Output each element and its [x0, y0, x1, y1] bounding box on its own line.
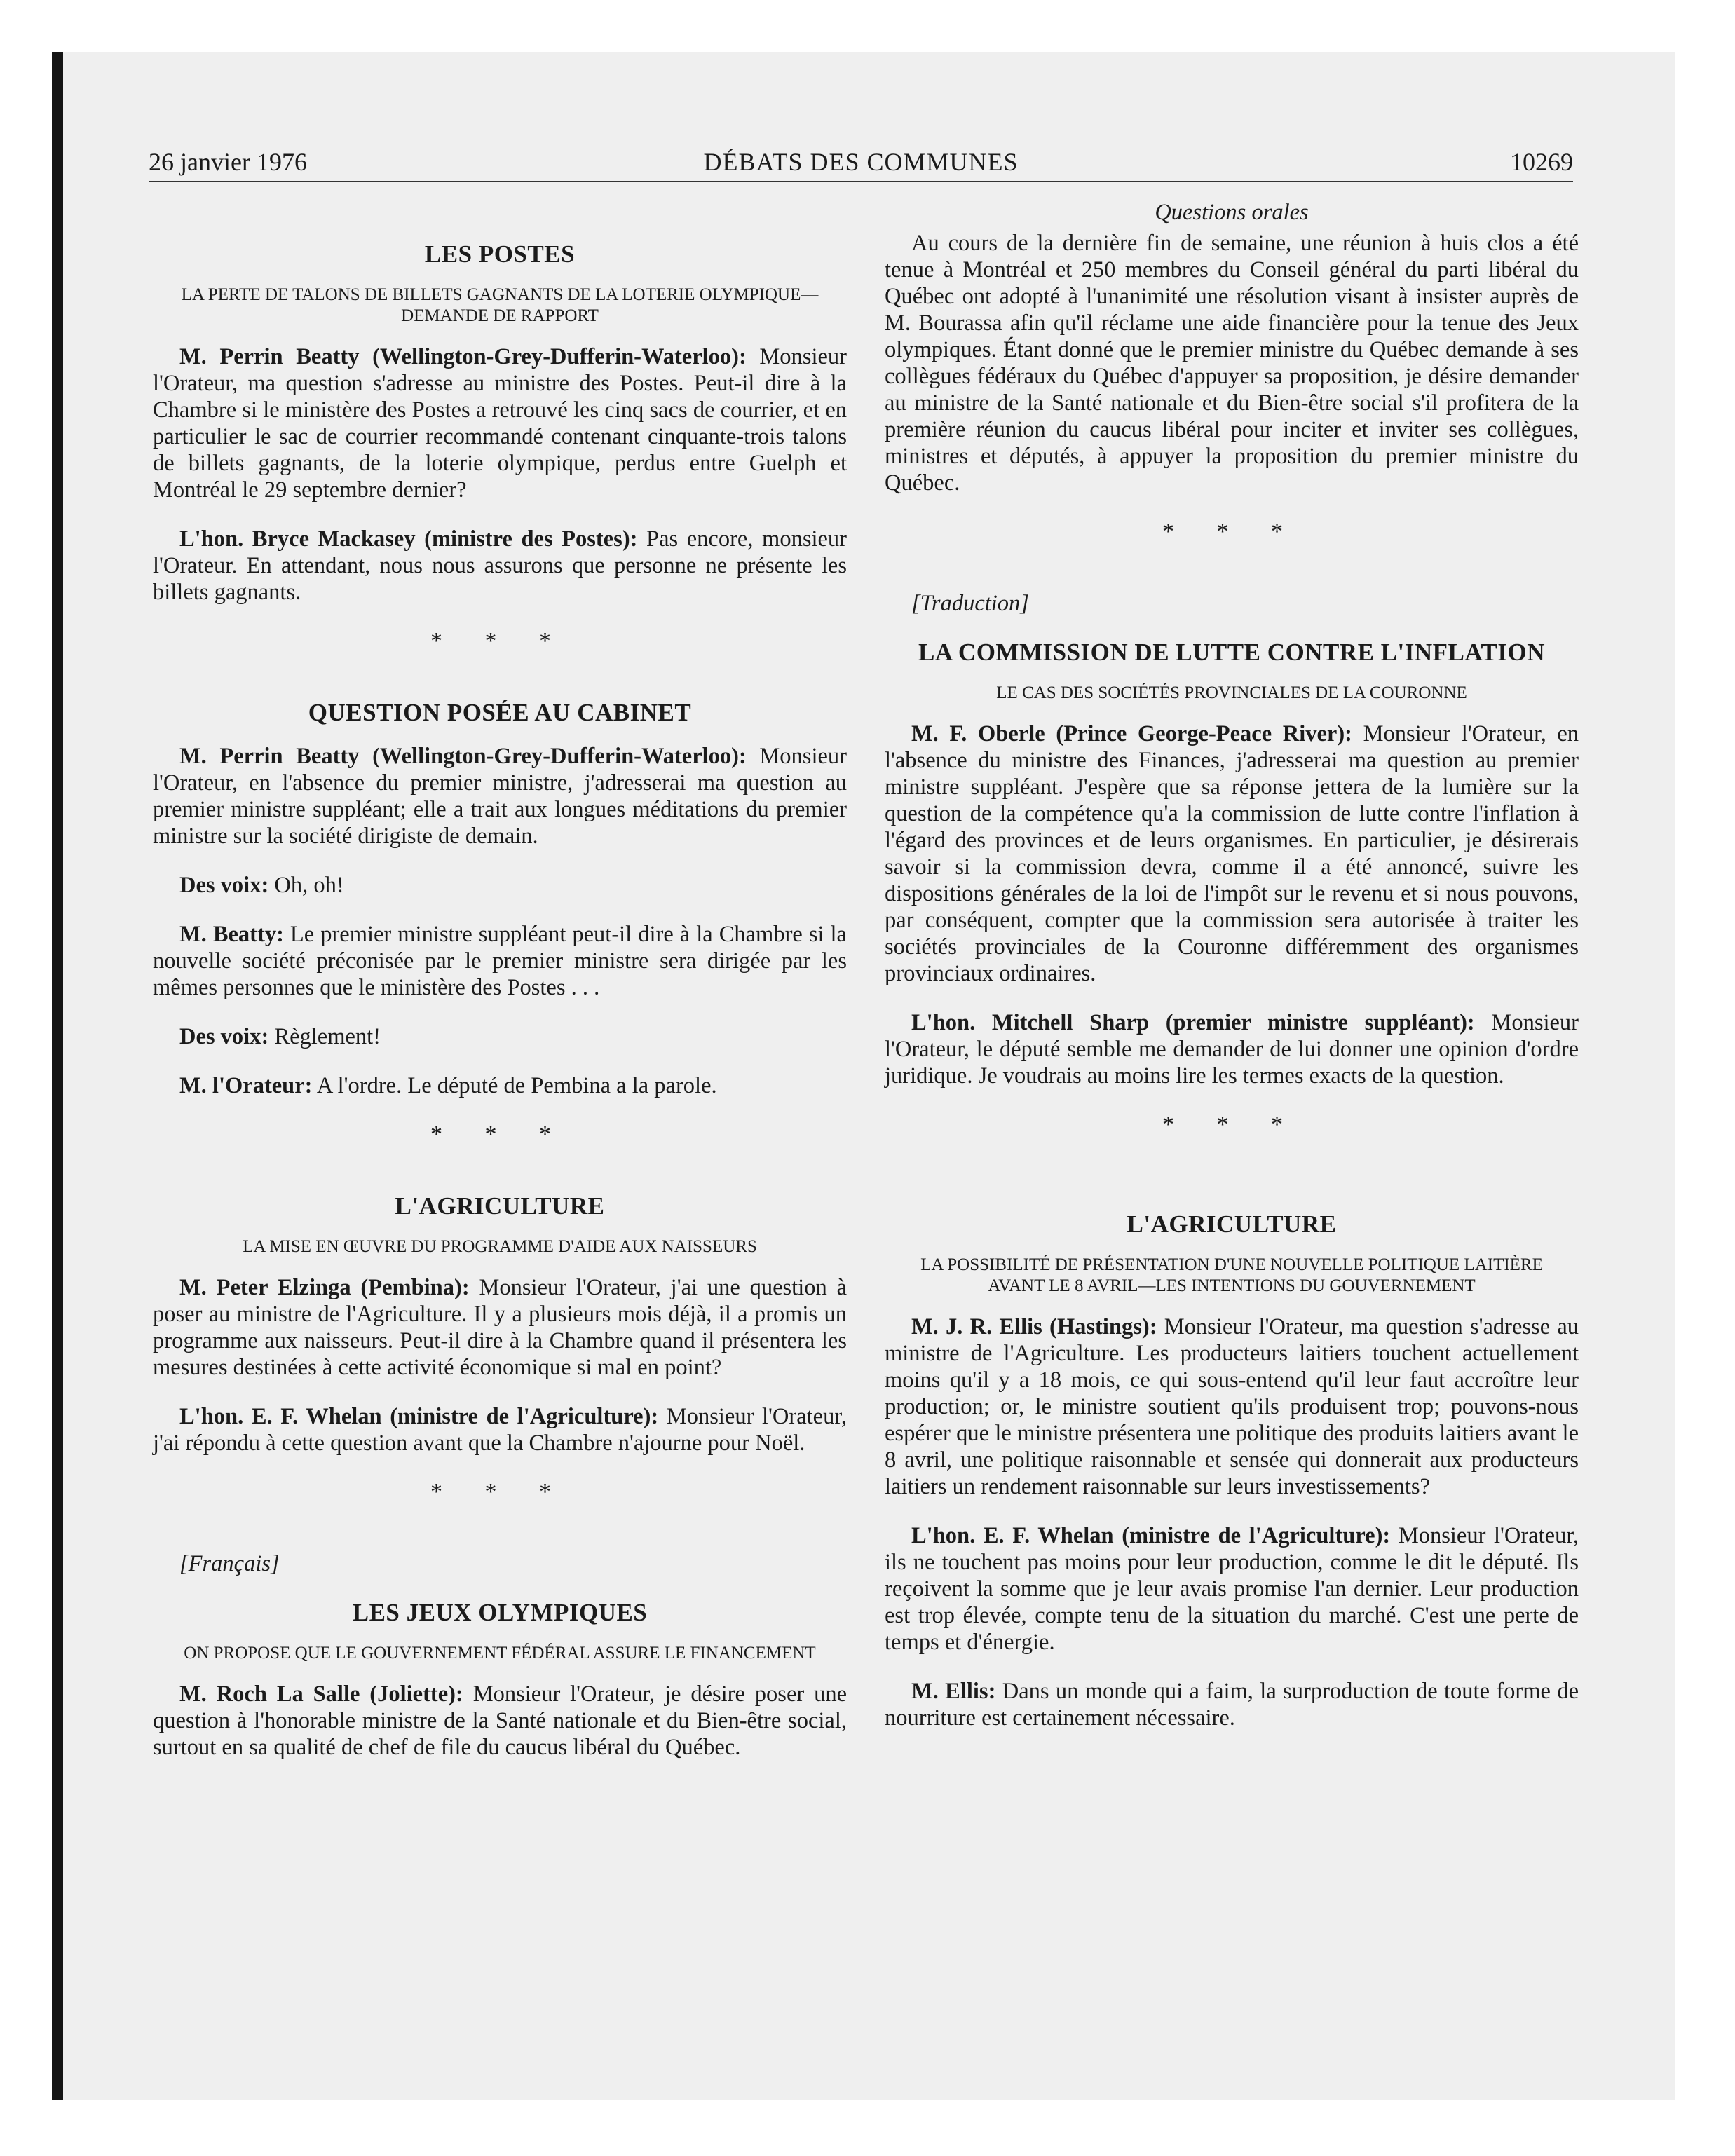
section-title: QUESTION POSÉE AU CABINET	[308, 699, 692, 726]
speech-text: Le premier ministre suppléant peut-il dire à la Chambre si la nouvelle société préconisée par le premier ministre sera dirigée par les mêmes personnes que le ministère des Postes . . .	[153, 922, 847, 1000]
header-title: DÉBATS DES COMMUNES	[703, 148, 1019, 176]
speech-paragraph	[885, 1314, 1579, 1500]
speech-text: Pas encore, monsieur l'Orateur. En attendant, nous nous assurons que personne ne présente les billets gagnants.	[153, 526, 847, 605]
speech-text: Monsieur l'Orateur, ma question s'adresse au ministre de l'Agriculture. Les producteurs laitiers touchent actuellement moins qu'il y a 18 mois, ce qui sous-entend qu'il leur faut accroître leur production; or, le ministre soutient qu'ils produisent trop; pouvons-nous espérer que le ministre présentera une politique des produits laitiers avant le 8 avril, une politique raisonnable et sensée qui donnerait aux producteurs laitiers un rendement raisonnable sur leurs investissements?	[885, 1314, 1579, 1499]
header-date: 26 janvier 1976	[149, 148, 307, 176]
page-header	[149, 142, 1573, 182]
language-marker: [Français]	[179, 1551, 280, 1576]
speech-paragraph	[153, 526, 847, 606]
speaker-name: M. J. R. Ellis (Hastings):	[911, 1314, 1157, 1339]
speech-paragraph	[153, 921, 847, 1001]
language-marker: [Traduction]	[911, 591, 1029, 616]
section-separator: * * *	[430, 1479, 569, 1505]
speaker-name: L'hon. Bryce Mackasey (ministre des Postes):	[179, 526, 638, 552]
speech-paragraph	[153, 1274, 847, 1381]
speech-paragraph	[153, 1681, 847, 1761]
section-separator: * * *	[1162, 519, 1301, 545]
section-title: LES JEUX OLYMPIQUES	[352, 1599, 648, 1626]
right-column	[885, 199, 1579, 1754]
speaker-name: M. Perrin Beatty (Wellington-Grey-Dufferin-Waterloo):	[179, 744, 747, 769]
speaker-name: Des voix:	[179, 1024, 269, 1049]
section-subtitle: LE CAS DES SOCIÉTÉS PROVINCIALES DE LA COURONNE	[996, 683, 1467, 702]
section-title: LA COMMISSION DE LUTTE CONTRE L'INFLATION	[918, 639, 1546, 666]
speech-text: Oh, oh!	[268, 873, 344, 898]
speech-paragraph	[153, 1072, 847, 1099]
speech-text: Monsieur l'Orateur, en l'absence du ministre des Finances, j'adresserai ma question au premier ministre suppléant. J'espère que sa réponse jettera de la lumière sur la question de la compétence qu'a la commission de lutte contre l'inflation à l'égard des provinces et de leurs organismes. En particulier, je désirerais savoir si la commission devra, comme il a été annoncé, suivre les dispositions générales de la loi de l'impôt sur le revenu et si nous pouvons, par conséquent, compter que la commission sera autorisée à traiter les sociétés provinciales de la Couronne différemment des organismes provinciaux ordinaires.	[885, 721, 1579, 986]
speaker-name: L'hon. Mitchell Sharp (premier ministre suppléant):	[911, 1010, 1475, 1035]
section-subtitle: LA PERTE DE TALONS DE BILLETS GAGNANTS DE LA LOTERIE OLYMPIQUE—DEMANDE DE RAPPORT	[181, 285, 819, 325]
speech-text: A l'ordre. Le député de Pembina a la parole.	[312, 1073, 717, 1098]
speech-paragraph	[153, 1403, 847, 1456]
speech-text: Monsieur l'Orateur, je désire poser une question à l'honorable ministre de la Santé nationale et du Bien-être social, surtout en sa qualité de chef de file du caucus libéral du Québec.	[153, 1681, 848, 1760]
running-head: Questions orales	[1155, 200, 1309, 225]
section-separator: * * *	[430, 1121, 569, 1147]
page-number: 10269	[1510, 148, 1573, 176]
speech-text: Monsieur l'Orateur, en l'absence du premier ministre, j'adresserai ma question au premier ministre suppléant; elle a trait aux longues méditations du premier ministre sur la société dirigiste de demain.	[153, 744, 847, 849]
section-title: L'AGRICULTURE	[395, 1192, 605, 1220]
speaker-name: M. Perrin Beatty (Wellington-Grey-Dufferin-Waterloo):	[179, 344, 747, 369]
speech-paragraph	[885, 1009, 1579, 1089]
section-subtitle: ON PROPOSE QUE LE GOUVERNEMENT FÉDÉRAL ASSURE LE FINANCEMENT	[184, 1644, 816, 1663]
section-separator: * * *	[430, 628, 569, 654]
section-subtitle: LA MISE EN ŒUVRE DU PROGRAMME D'AIDE AUX NAISSEURS	[243, 1237, 757, 1256]
section-title: LES POSTES	[424, 240, 576, 268]
speaker-name: M. Roch La Salle (Joliette):	[179, 1681, 463, 1707]
speech-paragraph	[885, 1522, 1579, 1656]
speaker-name: M. Beatty:	[179, 922, 284, 947]
speech-paragraph	[153, 743, 847, 850]
speech-paragraph	[885, 1678, 1579, 1731]
speech-paragraph	[885, 721, 1579, 987]
speech-text: Monsieur l'Orateur, j'ai répondu à cette question avant que la Chambre n'ajourne pour Noël.	[153, 1404, 847, 1456]
speech-text: Monsieur l'Orateur, j'ai une question à poser au ministre de l'Agriculture. Il y a plusieurs mois déjà, il a promis un programme aux naisseurs. Peut-il dire à la Chambre quand il présentera les mesures destinées à cette activité économique si mal en point?	[153, 1275, 847, 1380]
speaker-name: Des voix:	[179, 873, 269, 898]
speech-text: Règlement!	[268, 1024, 381, 1049]
speech-text: Monsieur l'Orateur, ma question s'adresse au ministre des Postes. Peut-il dire à la Chambre si le ministère des Postes a retrouvé les cinq sacs de courrier, et en particulier le sac de courrier recommandé contenant cinquante-trois talons de billets gagnants, de la loterie olympique, perdus entre Guelph et Montréal le 29 septembre dernier?	[153, 344, 847, 503]
speech-paragraph	[153, 1023, 847, 1050]
speaker-name: L'hon. E. F. Whelan (ministre de l'Agriculture):	[179, 1404, 659, 1429]
section-subtitle: LA POSSIBILITÉ DE PRÉSENTATION D'UNE NOUVELLE POLITIQUE LAITIÈRE AVANT LE 8 AVRIL—LES INTENTIONS DU GOUVERNEMENT	[920, 1255, 1543, 1295]
speech-text: Au cours de la dernière fin de semaine, une réunion à huis clos a été tenue à Montréal et 250 membres du Conseil général du parti libéral du Québec ont adopté à l'unanimité une résolution visant à insister auprès de M. Bourassa afin qu'il réclame une aide financière pour la tenue des Jeux olympiques. Étant donné que le premier ministre du Québec demande à ses collègues fédéraux du Québec d'appuyer sa proposition, je désire demander au ministre de la Santé nationale et du Bien-être social s'il profitera de la première réunion du caucus libéral pour inciter et inviter ses collègues, ministres et députés, à appuyer la proposition du premier ministre du Québec.	[885, 231, 1579, 496]
speaker-name: M. l'Orateur:	[179, 1073, 313, 1098]
left-column	[153, 199, 847, 1783]
speaker-name: M. Ellis:	[911, 1679, 996, 1704]
speaker-name: M. F. Oberle (Prince George-Peace River):	[911, 721, 1352, 746]
section-title: L'AGRICULTURE	[1127, 1210, 1337, 1238]
speech-text: Monsieur l'Orateur, ils ne touchent pas moins pour leur production, comme le dit le député. Ils reçoivent la somme que je leur avais promise l'an dernier. Leur production est trop élevée, compte tenu de la situation du marché. C'est une perte de temps et d'énergie.	[885, 1523, 1579, 1655]
speech-paragraph	[885, 230, 1579, 496]
speech-text: Dans un monde qui a faim, la surproduction de toute forme de nourriture est certainement nécessaire.	[885, 1679, 1579, 1731]
speaker-name: L'hon. E. F. Whelan (ministre de l'Agriculture):	[911, 1523, 1391, 1548]
speech-paragraph	[153, 872, 847, 899]
speech-text: Monsieur l'Orateur, le député semble me demander de lui donner une opinion d'ordre juridique. Je voudrais au moins lire les termes exacts de la question.	[885, 1010, 1579, 1089]
speech-paragraph	[153, 343, 847, 503]
speaker-name: M. Peter Elzinga (Pembina):	[179, 1275, 470, 1300]
section-separator: * * *	[1162, 1112, 1301, 1138]
